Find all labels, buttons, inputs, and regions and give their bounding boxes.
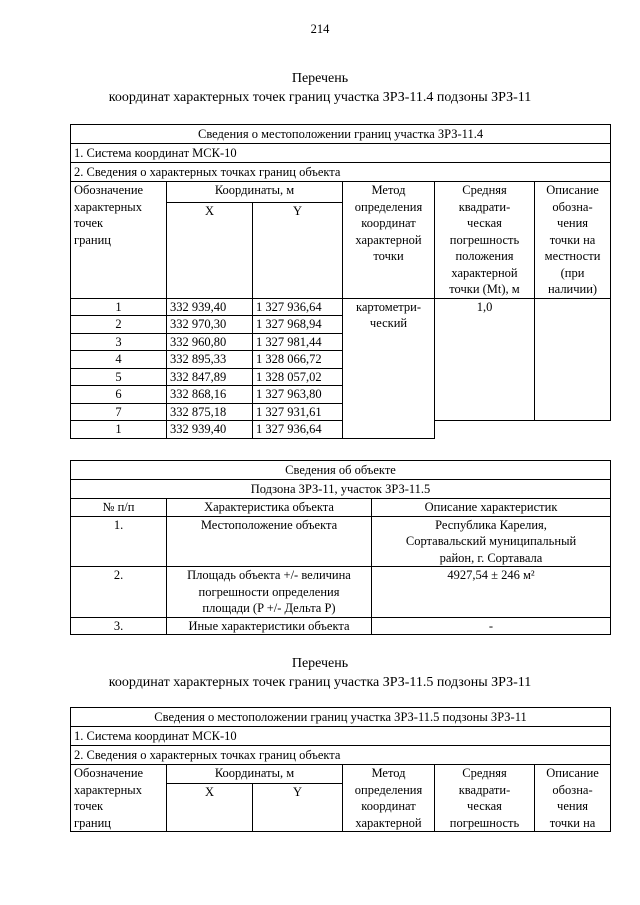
table3-col-coords: Координаты, м bbox=[167, 765, 343, 784]
table3-section: 2. Сведения о характерных точках границ объекта bbox=[71, 746, 611, 765]
table-row: 2. Площадь объекта +/- величина погрешности определения площади (P +/- Дельта P) 4927,54 ± 246 м² bbox=[71, 567, 611, 618]
table3-col-desc: Описание обозна- чения точки на bbox=[535, 765, 611, 832]
table2-title: Сведения об объекте bbox=[71, 461, 611, 480]
table1-title: Сведения о местоположении границ участка ЗРЗ-11.4 bbox=[71, 125, 611, 144]
table1-desc-value bbox=[535, 298, 611, 421]
table3-system: 1. Система координат МСК-10 bbox=[71, 727, 611, 746]
page-number: 214 bbox=[310, 22, 330, 36]
table2-header-name: Характеристика объекта bbox=[167, 499, 372, 517]
table-row: 3. Иные характеристики объекта - bbox=[71, 617, 611, 635]
table1-error-value: 1,0 bbox=[435, 298, 535, 421]
list1-title: Перечень bbox=[291, 71, 349, 86]
list2-title: Перечень bbox=[291, 656, 349, 671]
table-row: 4 332 895,33 1 328 066,72 bbox=[71, 351, 611, 369]
table3-col-y: Y bbox=[253, 784, 343, 832]
table1-col-error: Средняя квадрати- ческая погрешность положения характерной точки (Mt), м bbox=[435, 182, 535, 299]
table-row: 1. Местоположение объекта Республика Карелия, Сортавальский муниципальный район, г. Сортавала bbox=[71, 516, 611, 567]
table1-col-x: X bbox=[167, 202, 253, 298]
table3-col-error: Средняя квадрати- ческая погрешность bbox=[435, 765, 535, 832]
object-info-table bbox=[70, 460, 611, 635]
table-row: 1 332 939,40 1 327 936,64 картометри- ческий 1,0 bbox=[71, 298, 611, 316]
table1-col-designation: Обозначение характерных точек границ bbox=[71, 182, 167, 299]
table-row: 2 332 970,30 1 327 968,94 bbox=[71, 316, 611, 334]
table2-header-num: № п/п bbox=[71, 499, 167, 517]
table3-title: Сведения о местоположении границ участка ЗРЗ-11.5 подзоны ЗРЗ-11 bbox=[71, 708, 611, 727]
table-row: 7 332 875,18 1 327 931,61 bbox=[71, 403, 611, 421]
table-row: 1 332 939,40 1 327 936,64 bbox=[71, 421, 611, 439]
table2-subtitle: Подзона ЗРЗ-11, участок ЗРЗ-11.5 bbox=[71, 480, 611, 499]
table3-col-designation: Обозначение характерных точек границ bbox=[71, 765, 167, 832]
table3-col-x: X bbox=[167, 784, 253, 832]
table1-section: 2. Сведения о характерных точках границ объекта bbox=[71, 163, 611, 182]
table1-col-method: Метод определения координат характерной точки bbox=[343, 182, 435, 299]
table1-system: 1. Система координат МСК-10 bbox=[71, 144, 611, 163]
table1-col-coords: Координаты, м bbox=[167, 182, 343, 203]
table1-col-desc: Описание обозна- чения точки на местности (при наличии) bbox=[535, 182, 611, 299]
coordinates-table-11-5 bbox=[70, 707, 611, 832]
table1-col-y: Y bbox=[253, 202, 343, 298]
table2-header-desc: Описание характеристик bbox=[372, 499, 611, 517]
table-row: 6 332 868,16 1 327 963,80 bbox=[71, 386, 611, 404]
table3-col-method: Метод определения координат характерной bbox=[343, 765, 435, 832]
list1-subtitle: координат характерных точек границ участка ЗРЗ-11.4 подзоны ЗРЗ-11 bbox=[108, 90, 532, 105]
list2-subtitle: координат характерных точек границ участка ЗРЗ-11.5 подзоны ЗРЗ-11 bbox=[108, 675, 532, 690]
coordinates-table-11-4 bbox=[70, 124, 611, 439]
table-row: 3 332 960,80 1 327 981,44 bbox=[71, 333, 611, 351]
table1-method-value: картометри- ческий bbox=[343, 298, 435, 438]
table-row: 5 332 847,89 1 328 057,02 bbox=[71, 368, 611, 386]
